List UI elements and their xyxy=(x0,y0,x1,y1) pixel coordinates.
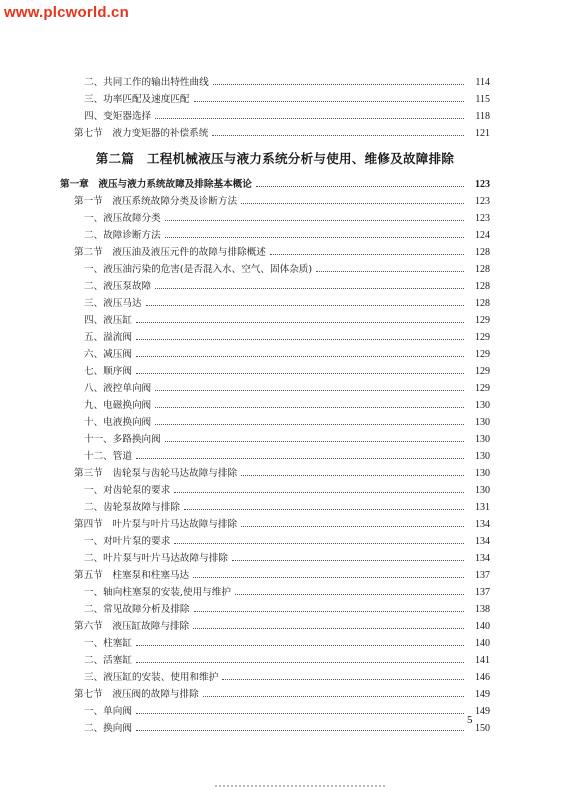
toc-entry-item xyxy=(60,329,490,346)
scan-artifact xyxy=(215,782,385,787)
dot-leader xyxy=(165,219,464,221)
toc-entry-title: 五、溢流阀 xyxy=(84,332,132,343)
toc-entry-chap xyxy=(60,176,490,193)
toc-entry-item xyxy=(60,278,490,295)
toc-entry-item xyxy=(60,584,490,601)
toc-entry-item xyxy=(60,346,490,363)
dot-leader xyxy=(155,406,464,408)
toc-entry-sec xyxy=(60,244,490,261)
dot-leader xyxy=(174,491,464,493)
dot-leader xyxy=(155,287,464,289)
dot-leader xyxy=(270,253,464,255)
toc-entry-page: 128 xyxy=(475,298,490,309)
toc-entry-page: 129 xyxy=(475,383,490,394)
toc-entry-item xyxy=(60,91,490,108)
toc-entry-title: 第七节 液压阀的故障与排除 xyxy=(74,689,199,700)
dot-leader xyxy=(155,423,464,425)
toc-entry-item xyxy=(60,601,490,618)
toc-entry-title: 十、电液换向阀 xyxy=(84,417,152,428)
dot-leader xyxy=(136,372,464,374)
dot-leader xyxy=(241,474,464,476)
dot-leader xyxy=(241,525,464,527)
toc-entry-title: 一、单向阀 xyxy=(84,706,132,717)
toc-entry-item xyxy=(60,295,490,312)
toc-entry-page: 149 xyxy=(475,689,490,700)
toc-entry-sec xyxy=(60,465,490,482)
toc-entry-title: 二、叶片泵与叶片马达故障与排除 xyxy=(84,553,228,564)
toc-entry-item xyxy=(60,635,490,652)
toc-entry-sec xyxy=(60,516,490,533)
toc-entry-page: 114 xyxy=(475,77,490,88)
dot-leader xyxy=(136,338,464,340)
toc-entry-page: 131 xyxy=(475,502,490,513)
toc-entry-title: 七、顺序阀 xyxy=(84,366,132,377)
toc-top-list xyxy=(60,74,490,142)
toc-entry-page: 129 xyxy=(475,366,490,377)
toc-entry-title: 八、液控单向阀 xyxy=(84,383,152,394)
toc-entry-page: 130 xyxy=(475,468,490,479)
toc-entry-item xyxy=(60,499,490,516)
toc-entry-title: 一、液压油污染的危害(是否混入水、空气、固体杂质) xyxy=(84,264,313,275)
toc-entry-page: 123 xyxy=(475,213,490,224)
dot-leader xyxy=(203,695,464,697)
toc-entry-title: 一、对齿轮泵的要求 xyxy=(84,485,171,496)
toc-entry-item xyxy=(60,550,490,567)
toc-entry-title: 二、液压泵故障 xyxy=(84,281,152,292)
dot-leader xyxy=(184,508,464,510)
toc-entry-title: 二、换向阀 xyxy=(84,723,132,734)
toc-entry-title: 第七节 液力变矩器的补偿系统 xyxy=(74,128,209,139)
dot-leader xyxy=(155,117,464,119)
dot-leader xyxy=(222,678,464,680)
toc-entry-page: 128 xyxy=(475,281,490,292)
dot-leader xyxy=(136,644,464,646)
table-of-contents xyxy=(60,74,490,737)
toc-entry-item xyxy=(60,431,490,448)
toc-entry-page: 150 xyxy=(475,723,490,734)
toc-entry-page: 128 xyxy=(475,247,490,258)
dot-leader xyxy=(165,236,464,238)
toc-entry-page: 121 xyxy=(475,128,490,139)
toc-entry-item xyxy=(60,414,490,431)
toc-entry-page: 134 xyxy=(475,553,490,564)
toc-entry-page: 130 xyxy=(475,485,490,496)
toc-entry-sec xyxy=(60,567,490,584)
toc-entry-page: 115 xyxy=(475,94,490,105)
toc-entry-page: 146 xyxy=(475,672,490,683)
toc-entry-title: 第五节 柱塞泵和柱塞马达 xyxy=(74,570,190,581)
toc-entry-page: 134 xyxy=(475,536,490,547)
toc-entry-item xyxy=(60,210,490,227)
toc-entry-title: 三、液压缸的安装、使用和维护 xyxy=(84,672,219,683)
toc-entry-title: 三、功率匹配及速度匹配 xyxy=(84,94,190,105)
toc-entry-item xyxy=(60,227,490,244)
toc-entry-sec xyxy=(60,618,490,635)
dot-leader xyxy=(193,627,464,629)
toc-entry-page: 128 xyxy=(475,264,490,275)
dot-leader xyxy=(235,593,464,595)
toc-entry-title: 四、液压缸 xyxy=(84,315,132,326)
dot-leader xyxy=(256,185,464,187)
dot-leader xyxy=(136,457,464,459)
toc-entry-page: 137 xyxy=(475,587,490,598)
part-title: 第二篇 工程机械液压与液力系统分析与使用、维修及故障排除 xyxy=(95,151,455,166)
toc-entry-item xyxy=(60,380,490,397)
toc-entry-title: 第二节 液压油及液压元件的故障与排除概述 xyxy=(74,247,266,258)
toc-entry-page: 118 xyxy=(475,111,490,122)
toc-entry-page: 124 xyxy=(475,230,490,241)
dot-leader xyxy=(232,559,464,561)
dot-leader xyxy=(146,304,464,306)
toc-entry-item xyxy=(60,669,490,686)
toc-entry-title: 一、液压故障分类 xyxy=(84,213,161,224)
toc-main-list xyxy=(60,176,490,737)
dot-leader xyxy=(212,134,464,136)
toc-entry-item xyxy=(60,74,490,91)
toc-entry-item xyxy=(60,703,490,720)
toc-entry-title: 二、共同工作的输出特性曲线 xyxy=(84,77,209,88)
toc-entry-item xyxy=(60,533,490,550)
toc-entry-title: 第三节 齿轮泵与齿轮马达故障与排除 xyxy=(74,468,238,479)
toc-entry-page: 130 xyxy=(475,434,490,445)
toc-entry-title: 二、活塞缸 xyxy=(84,655,132,666)
dot-leader xyxy=(136,321,464,323)
toc-entry-page: 140 xyxy=(475,638,490,649)
toc-entry-title: 二、常见故障分析及排除 xyxy=(84,604,190,615)
toc-entry-page: 130 xyxy=(475,417,490,428)
toc-entry-title: 一、轴向柱塞泵的安装,使用与维护 xyxy=(84,587,231,598)
toc-entry-item xyxy=(60,448,490,465)
toc-entry-page: 123 xyxy=(475,196,490,207)
toc-entry-title: 九、电磁换向阀 xyxy=(84,400,152,411)
toc-entry-sec xyxy=(60,686,490,703)
toc-entry-title: 二、齿轮泵故障与排除 xyxy=(84,502,180,513)
toc-entry-item xyxy=(60,652,490,669)
toc-entry-item xyxy=(60,363,490,380)
toc-entry-title: 一、柱塞缸 xyxy=(84,638,132,649)
toc-entry-page: 137 xyxy=(475,570,490,581)
toc-entry-item xyxy=(60,261,490,278)
toc-entry-page: 138 xyxy=(475,604,490,615)
toc-entry-item xyxy=(60,482,490,499)
dot-leader xyxy=(165,440,464,442)
dot-leader xyxy=(241,202,464,204)
dot-leader xyxy=(136,712,464,714)
toc-entry-title: 一、对叶片泵的要求 xyxy=(84,536,171,547)
toc-entry-page: 141 xyxy=(475,655,490,666)
toc-entry-page: 130 xyxy=(475,400,490,411)
watermark: www.plcworld.cn xyxy=(4,4,129,21)
toc-entry-item xyxy=(60,720,490,737)
toc-entry-title: 第六节 液压缸故障与排除 xyxy=(74,621,190,632)
toc-entry-page: 149 xyxy=(475,706,490,717)
toc-entry-sec xyxy=(60,193,490,210)
toc-entry-title: 三、液压马达 xyxy=(84,298,142,309)
toc-entry-page: 123 xyxy=(475,179,490,190)
dot-leader xyxy=(136,729,464,731)
toc-entry-page: 130 xyxy=(475,451,490,462)
toc-entry-item xyxy=(60,312,490,329)
toc-entry-title: 四、变矩器选择 xyxy=(84,111,152,122)
dot-leader xyxy=(193,576,464,578)
toc-entry-page: 129 xyxy=(475,349,490,360)
dot-leader xyxy=(136,355,464,357)
toc-entry-title: 第一章 液压与液力系统故障及排除基本概论 xyxy=(60,179,252,190)
toc-entry-title: 六、减压阀 xyxy=(84,349,132,360)
dot-leader xyxy=(155,389,464,391)
toc-entry-title: 十二、管道 xyxy=(84,451,132,462)
dot-leader xyxy=(174,542,464,544)
toc-entry-page: 129 xyxy=(475,332,490,343)
toc-entry-title: 十一、多路换向阀 xyxy=(84,434,161,445)
toc-entry-page: 134 xyxy=(475,519,490,530)
toc-entry-title: 第四节 叶片泵与叶片马达故障与排除 xyxy=(74,519,238,530)
dot-leader xyxy=(213,83,464,85)
dot-leader xyxy=(136,661,464,663)
dot-leader xyxy=(316,270,464,272)
toc-entry-item xyxy=(60,108,490,125)
dot-leader xyxy=(194,610,464,612)
toc-entry-sec xyxy=(60,125,490,142)
toc-entry-title: 二、故障诊断方法 xyxy=(84,230,161,241)
toc-entry-item xyxy=(60,397,490,414)
toc-entry-page: 140 xyxy=(475,621,490,632)
page-number: 5 xyxy=(467,714,473,726)
toc-entry-page: 129 xyxy=(475,315,490,326)
toc-entry-title: 第一节 液压系统故障分类及诊断方法 xyxy=(74,196,238,207)
dot-leader xyxy=(194,100,464,102)
